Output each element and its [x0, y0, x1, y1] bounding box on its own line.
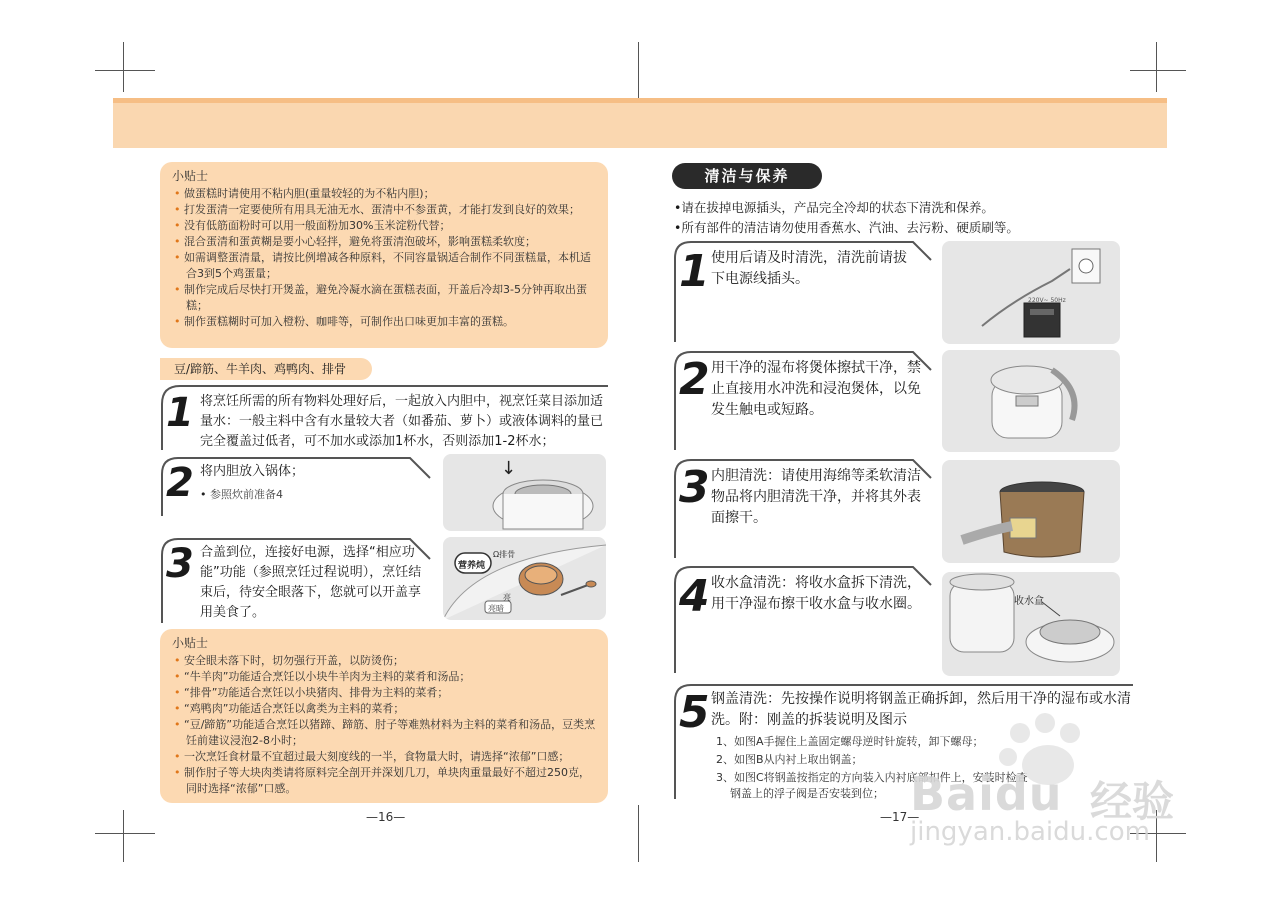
- page-number: —17—: [880, 810, 920, 824]
- right-step-2: [673, 350, 935, 452]
- tip-item: • 安全眼未落下时，切勿强行开盖，以防烫伤；: [172, 653, 596, 669]
- right-step-1: [673, 240, 935, 344]
- step-number: 3: [166, 541, 194, 587]
- step-text: 使用后请及时清洗，清洗前请拔下电源线插头。: [711, 250, 907, 287]
- crop-mark: [95, 833, 155, 834]
- note-line: •请在拔掉电源插头，产品完全冷却的状态下清洗和保养。: [674, 200, 994, 215]
- crop-mark: [1156, 42, 1157, 92]
- panel-button-label: 营养炖: [458, 561, 486, 571]
- subnote-text: 参照炊前准备4: [210, 488, 283, 501]
- crop-mark: [95, 70, 155, 71]
- tip-item: • 没有低筋面粉时可以用一般面粉加30%玉米淀粉代替；: [172, 218, 596, 234]
- function-tag: 豆/蹄筋、牛羊肉、鸡鸭肉、排骨: [160, 358, 372, 380]
- tip-item: • 制作完成后尽快打开煲盖，避免冷凝水滴在蛋糕表面，开盖后冷却3-5分钟再取出蛋糕；: [172, 282, 596, 314]
- step-number: 2: [679, 354, 710, 405]
- disassembly-step: 钢盖上的浮子阀是否安装到位；: [730, 787, 884, 800]
- panel-light-label: 亮暗: [488, 604, 504, 613]
- right-step-3: [673, 458, 935, 560]
- step-subnote: • 参照炊前准备4: [200, 488, 283, 501]
- tip-item: • 制作肘子等大块肉类请将原料完全剖开并深划几刀，单块肉重量最好不超过250克，同时选择“浓郁”口感。: [172, 765, 596, 797]
- tips-box-functions: [160, 629, 608, 803]
- step-number: 1: [679, 246, 710, 297]
- step-text: 将烹饪所需的所有物料处理好后，一起放入内胆中，视烹饪菜目添加适量水：一般主料中含有水量较大者（如番茄、萝卜）或液体调料的量已完全覆盖过低者，可不加水或添加1杯水，否则添加1-2杯水；: [200, 394, 604, 449]
- svg-text:↓: ↓: [501, 458, 517, 479]
- step-text: 收水盒清洗：将收水盒拆下清洗，用干净湿布擦干收水盒与收水圈。: [711, 575, 921, 612]
- step-number: 4: [679, 571, 710, 622]
- panel-low-label: 亮: [503, 593, 511, 602]
- watermark-brand: Baidu: [910, 767, 1063, 821]
- disassembly-step: 3、如图C将钢盖按指定的方向装入内衬底部扣件上，安装时检查: [716, 771, 1028, 784]
- header-band: [113, 98, 1167, 148]
- tip-item: • “鸡鸭肉”功能适合烹饪以禽类为主料的菜肴；: [172, 701, 596, 717]
- step-text: 内胆清洗：请使用海绵等柔软清洁物品将内胆清洗干净，并将其外表面擦干。: [711, 468, 921, 526]
- disassembly-step: 1、如图A手握住上盖固定螺母逆时针旋转，卸下螺母；: [716, 735, 984, 748]
- voltage-label: 220V~ 50Hz: [1028, 297, 1066, 304]
- crop-mark: [123, 810, 124, 862]
- crop-mark: [123, 42, 124, 92]
- tip-item: • 混合蛋清和蛋黄糊是要小心轻拌，避免将蛋清泡破坏，影响蛋糕柔软度；: [172, 234, 596, 250]
- illustration-wipe-body: [942, 350, 1120, 452]
- step-number: 5: [679, 687, 710, 738]
- watermark-url: jingyan.baidu.com: [910, 817, 1150, 847]
- disassembly-step: 2、如图B从内衬上取出钢盖；: [716, 753, 863, 766]
- tip-item: • “排骨”功能适合烹饪以小块猪肉、排骨为主料的菜肴；: [172, 685, 596, 701]
- baidu-watermark: [910, 705, 1210, 855]
- step-text: 将内胆放入锅体；: [200, 464, 305, 479]
- tips-box-cake: [160, 162, 608, 348]
- step-text: 钢盖清洗：先按操作说明将钢盖正确拆卸，然后用干净的湿布或水清洗。附：刚盖的拆装说明及图示: [711, 691, 1131, 728]
- note-line: •所有部件的清洁请勿使用香蕉水、汽油、去污粉、硬质刷等。: [674, 220, 1019, 235]
- crop-mark: [1130, 70, 1186, 71]
- illustration-control-panel: [443, 537, 606, 620]
- illustration-water-box: [942, 572, 1120, 676]
- illustration-unplug: [942, 241, 1120, 344]
- tips-title: 小贴士: [172, 169, 209, 183]
- left-step-3: [160, 537, 440, 625]
- tip-item: • 如需调整蛋清量，请按比例增减各种原料，不同容量锅适合制作不同蛋糕量，本机适合3到5个鸡蛋量；: [172, 250, 596, 282]
- illustration-inner-pot-clean: [942, 460, 1120, 563]
- step-number: 2: [166, 460, 194, 506]
- step-text: 用干净的湿布将煲体擦拭干净，禁止直接用水冲洗和浸泡煲体，以免发生触电或短路。: [711, 360, 921, 418]
- right-step-4: [673, 565, 935, 675]
- step-number: 3: [679, 462, 710, 513]
- panel-pressure-label: Ω排骨: [493, 550, 516, 559]
- step-text: 合盖到位，连接好电源，选择“相应功能”功能（参照烹饪过程说明），烹饪结束后，待安全眼落下，您就可以开盖享用美食了。: [200, 545, 422, 620]
- tips-title: 小贴士: [172, 636, 209, 650]
- tip-item: • 制作蛋糕糊时可加入橙粉、咖啡等，可制作出口味更加丰富的蛋糕。: [172, 314, 596, 330]
- illustration-inner-pot: [443, 454, 606, 531]
- tip-item: • “豆/蹄筋”功能适合烹饪以猪蹄、蹄筋、肘子等难熟材料为主料的菜肴和汤品，豆类烹饪前建议浸泡2-8小时；: [172, 717, 596, 749]
- water-box-label: 收水盒: [1014, 596, 1044, 607]
- tip-item: • 做蛋糕时请使用不粘内胆(重量较轻的为不粘内胆)；: [172, 186, 596, 202]
- tip-item: • 打发蛋清一定要使所有用具无油无水、蛋清中不参蛋黄，才能打发到良好的效果；: [172, 202, 596, 218]
- watermark-cn: 经验: [1090, 777, 1175, 826]
- step-number: 1: [166, 390, 194, 436]
- section-title: 清洁与保养: [672, 163, 822, 189]
- page-number: —16—: [366, 810, 406, 824]
- tip-item: • “牛羊肉”功能适合烹饪以小块牛羊肉为主料的菜肴和汤品；: [172, 669, 596, 685]
- crop-mark: [638, 805, 639, 862]
- tip-item: • 一次烹饪食材量不宜超过最大刻度线的一半，食物量大时，请选择“浓郁”口感；: [172, 749, 596, 765]
- left-step-1: [160, 384, 610, 452]
